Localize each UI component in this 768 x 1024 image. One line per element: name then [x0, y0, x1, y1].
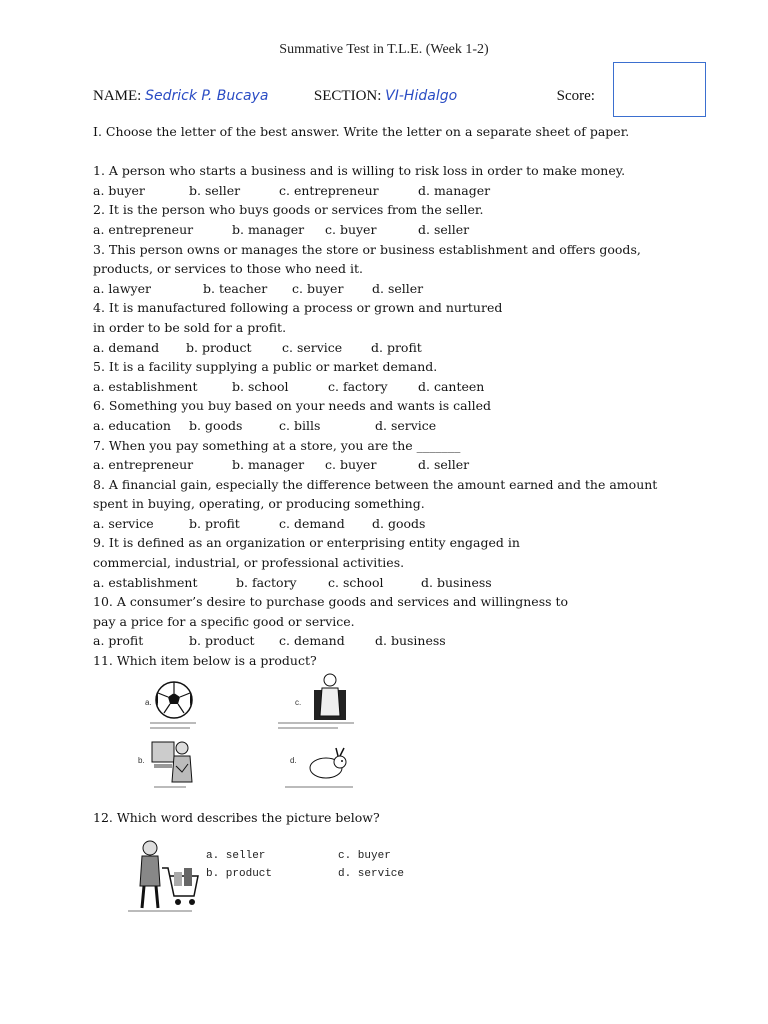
question-9-text: commercial, industrial, or professional activities.	[93, 555, 405, 571]
question-4-text: 4. It is manufactured following a process or grown and nurtured	[93, 300, 503, 316]
question-7-options	[93, 455, 693, 475]
answer-option: d. goods	[372, 515, 426, 531]
answer-option: b. product	[189, 633, 255, 649]
person-at-computer-icon	[150, 738, 196, 784]
section-label: SECTION:	[313, 88, 382, 104]
question-list	[93, 161, 693, 651]
question-6-text: 6. Something you buy based on your needs and wants is called	[93, 398, 491, 414]
question-2-text: 2. It is the person who buys goods or services from the seller.	[93, 202, 484, 218]
answer-option: c. demand	[279, 515, 345, 531]
answer-option: a. demand	[93, 339, 160, 355]
q11-caption-a	[150, 722, 196, 724]
q11-caption-a	[150, 727, 190, 729]
q11-caption-b	[154, 786, 186, 788]
question-8-text: spent in buying, operating, or producing something.	[93, 496, 425, 512]
answer-option: c. bills	[279, 417, 321, 433]
section-value: VI-Hidalgo	[385, 88, 458, 104]
answer-option: b. school	[232, 378, 289, 394]
answer-option: d. profit	[371, 339, 422, 355]
question-4-options	[93, 338, 693, 358]
q11-label-d: d.	[290, 756, 297, 765]
answer-option: c. service	[282, 339, 343, 355]
answer-option: a. entrepreneur	[93, 221, 194, 237]
q11-caption-c	[278, 727, 338, 729]
question-10-options	[93, 631, 693, 651]
answer-option: b. factory	[236, 574, 297, 590]
question-11: 11. Which item below is a product?	[93, 653, 317, 669]
answer-option: a. lawyer	[93, 280, 151, 296]
answer-option: a. profit	[93, 633, 144, 649]
answer-option: a. establishment	[93, 574, 198, 590]
answer-option: d. seller	[418, 221, 470, 237]
question-1-options	[93, 181, 693, 201]
question-6-options	[93, 416, 693, 436]
question-3-text: 3. This person owns or manages the store or business establishment and offers goods,	[93, 241, 641, 257]
answer-option: d. manager	[418, 182, 491, 198]
question-9-text: 9. It is defined as an organization or enterprising entity engaged in	[93, 535, 520, 551]
score-label: Score:	[556, 88, 595, 104]
question-12: 12. Which word describes the picture below?	[93, 810, 380, 825]
q11-caption-d	[285, 786, 353, 788]
answer-option: d. seller	[372, 280, 424, 296]
answer-option: b. goods	[189, 417, 243, 433]
answer-option: a. education	[93, 417, 171, 433]
answer-option: b. manager	[232, 457, 305, 473]
answer-option: d. seller	[418, 457, 470, 473]
question-3-options	[93, 279, 693, 299]
q12-option-a: a. seller	[206, 850, 266, 862]
q11-pictures	[140, 672, 370, 802]
answer-option: c. demand	[279, 633, 345, 649]
question-2-options	[93, 220, 693, 240]
q12-option-c: c. buyer	[338, 850, 391, 862]
score-box	[613, 62, 706, 117]
question-10-text: pay a price for a specific good or service.	[93, 613, 355, 629]
question-10-text: 10. A consumer’s desire to purchase goods and services and willingness to	[93, 594, 569, 610]
q12-option-d: d. service	[338, 868, 405, 880]
header-row	[93, 88, 595, 105]
test-title: Summative Test in T.L.E. (Week 1-2)	[279, 42, 489, 57]
q11-label-c: c.	[295, 698, 302, 707]
answer-option: d. business	[375, 633, 446, 649]
question-5-text: 5. It is a facility supplying a public or market demand.	[93, 359, 438, 375]
question-8-text: 8. A financial gain, especially the difference between the amount earned and the amount	[93, 476, 658, 492]
question-7-text: 7. When you pay something at a store, you are the _______	[93, 437, 461, 453]
name-label: NAME:	[93, 88, 142, 104]
answer-option: c. buyer	[325, 457, 377, 473]
question-1-text: 1. A person who starts a business and is willing to risk loss in order to make money.	[93, 163, 626, 179]
answer-option: d. canteen	[418, 378, 485, 394]
q11-label-a: a.	[145, 698, 152, 707]
answer-option: c. factory	[328, 378, 388, 394]
q11-label-b: b.	[138, 756, 145, 765]
person-standing-icon	[310, 672, 350, 720]
answer-option: d. service	[375, 417, 437, 433]
answer-option: a. establishment	[93, 378, 198, 394]
answer-option: b. teacher	[203, 280, 268, 296]
instructions: I. Choose the letter of the best answer. Write the letter on a separate sheet of paper.	[93, 124, 630, 139]
answer-option: c. buyer	[292, 280, 344, 296]
question-5-options	[93, 377, 693, 397]
question-4-text: in order to be sold for a profit.	[93, 319, 287, 335]
answer-option: b. seller	[189, 182, 241, 198]
answer-option: b. manager	[232, 221, 305, 237]
answer-option: a. buyer	[93, 182, 145, 198]
answer-option: b. profit	[189, 515, 240, 531]
question-9-options	[93, 573, 693, 593]
answer-option: d. business	[421, 574, 492, 590]
answer-option: c. school	[328, 574, 384, 590]
test-content	[93, 122, 693, 671]
rabbit-icon	[300, 746, 352, 782]
q12-option-b: b. product	[206, 868, 273, 880]
name-value: Sedrick P. Bucaya	[145, 88, 269, 104]
answer-option: b. product	[186, 339, 252, 355]
answer-option: a. entrepreneur	[93, 457, 194, 473]
answer-option: c. entrepreneur	[279, 182, 379, 198]
question-3-text: products, or services to those who need it.	[93, 261, 364, 277]
q11-caption-c	[278, 722, 354, 724]
question-8-options	[93, 514, 693, 534]
soccer-ball-icon	[154, 680, 194, 720]
answer-option: c. buyer	[325, 221, 377, 237]
shopper-with-cart-icon	[128, 838, 200, 914]
answer-option: a. service	[93, 515, 154, 531]
